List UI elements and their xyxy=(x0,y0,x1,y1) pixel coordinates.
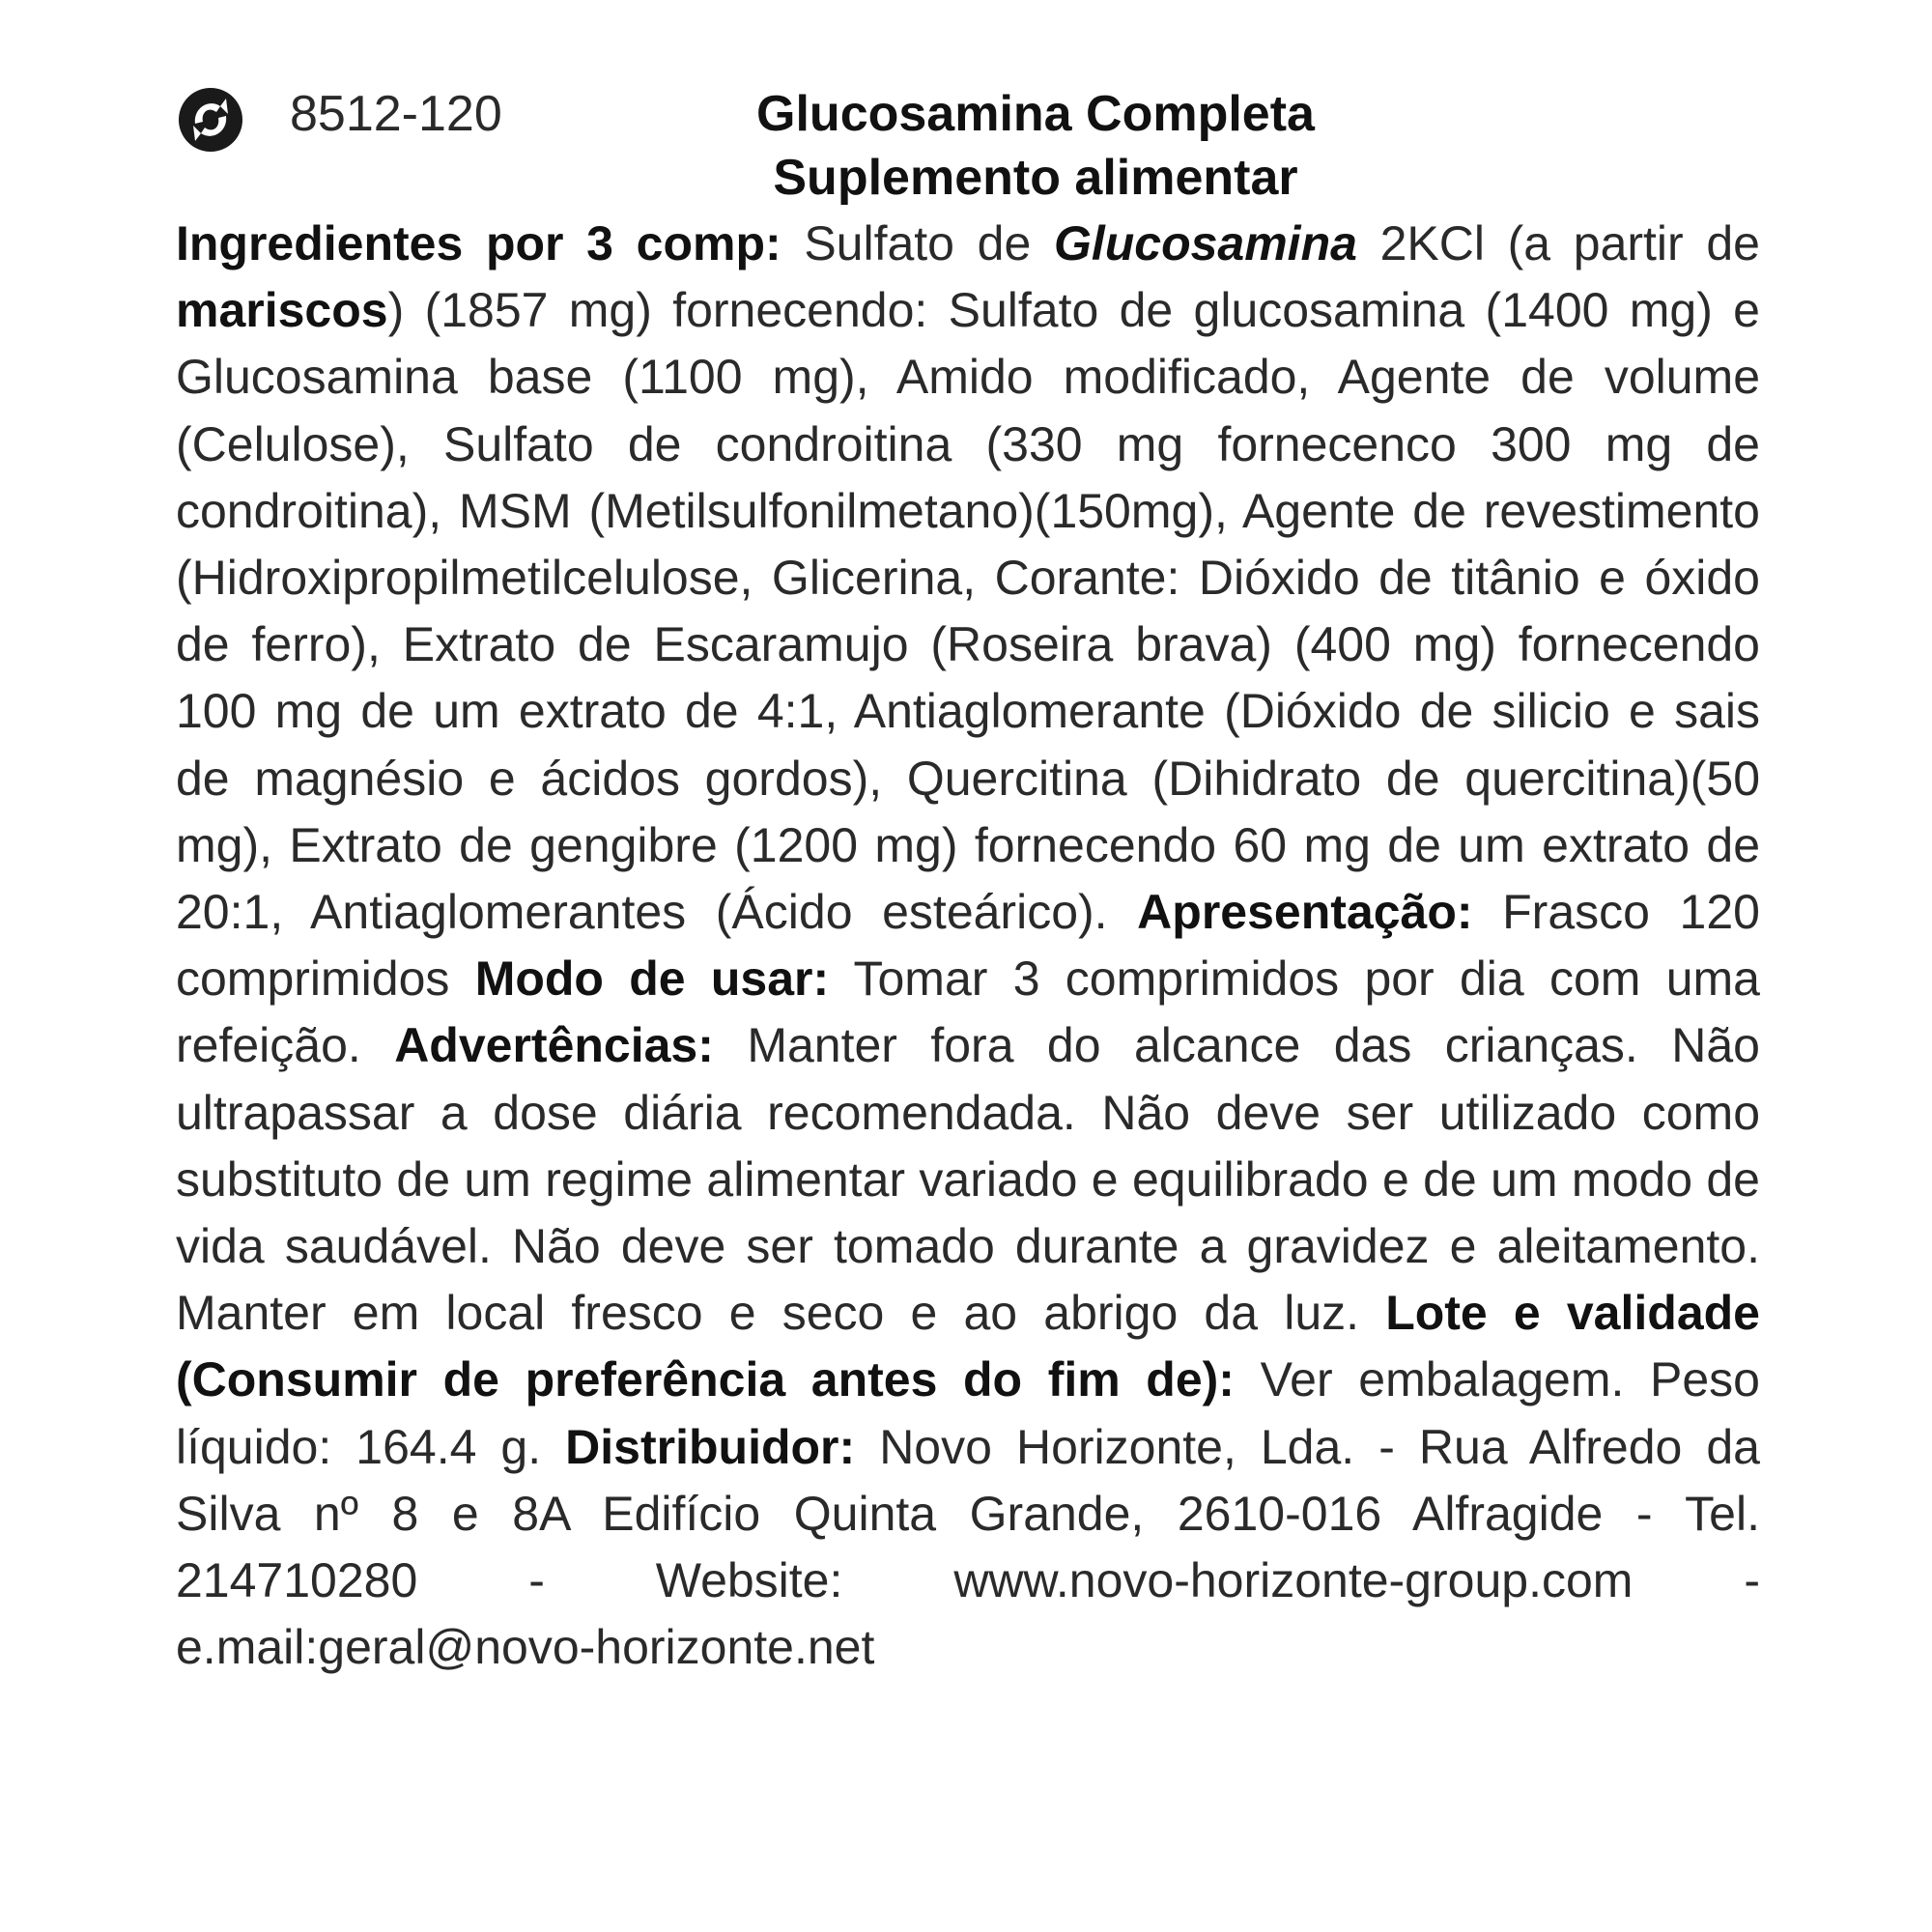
product-label xyxy=(176,77,1760,1681)
usage-heading: Modo de usar: xyxy=(474,952,830,1007)
batch-text: Ver embalagem. Peso líquido: 164.4 g. xyxy=(176,1352,1760,1474)
product-code: 8512-120 xyxy=(290,86,502,142)
distributor-text: Novo Horizonte, Lda. - Rua Alfredo da Silva nº 8 e 8A Edifício Quinta Grande, 2610-016 Alfragide - Tel. 214710280 - Website: www.novo-horizonte-group.com - e.mail:geral@novo-horizonte.net xyxy=(176,1419,1760,1675)
mariscos-allergen: mariscos xyxy=(176,283,388,338)
usage-text: Tomar 3 comprimidos por dia com uma refeição. xyxy=(176,952,1760,1073)
ingredients-text-1: Sulfato de xyxy=(804,216,1032,270)
warnings-text: Manter fora do alcance das crianças. Não ultrapassar a dose diária recomendada. Não deve ser utilizado como substituto de um regime alimentar variado e equilibrado e de um modo de vida saudável. Não deve ser tomado durante a gravidez e aleitamento. Manter em local fresco e seco e ao abrigo da luz. xyxy=(176,1018,1760,1341)
product-title: Glucosamina Completa xyxy=(756,86,1315,142)
warnings-heading: Advertências: xyxy=(394,1018,714,1073)
ingredients-heading: Ingredientes por 3 comp: xyxy=(176,216,781,270)
ingredients-text-3: ) (1857 mg) fornecendo: Sulfato de glucosamina (1400 mg) e Glucosamina base (1100 mg), Amido modificado, Agente de volume (Celulose), Sulfato de condroitina (330 mg fornecenco 300 mg de condroitina), MSM (Metilsulfonilmetano)(150mg), Agente de revestimento (Hidroxipropilmetilcelulose, Glicerina, Corante: Dióxido de titânio e óxido de ferro), Extrato de Escaramujo (Roseira brava) (400 mg) fornecendo 100 mg de um extrato de 4:1, Antiaglomerante (Dióxido de silicio e sais de magnésio e ácidos gordos), Quercitina (Dihidrato de quercitina)(50 mg), Extrato de gengibre (1200 mg) fornecendo 60 mg de um extrato de 20:1, Antiaglomerantes (Ácido esteárico). xyxy=(176,283,1760,940)
presentation-heading: Apresentação: xyxy=(1137,885,1473,940)
label-header xyxy=(176,77,1760,145)
glucosamina-italic: Glucosamina xyxy=(1053,216,1357,270)
ingredients-text-2: 2KCl (a partir de xyxy=(1379,216,1760,270)
label-body xyxy=(176,211,1760,1681)
batch-heading: Lote e validade (Consumir de preferência antes do fim de): xyxy=(176,1286,1760,1407)
presentation-text: Frasco 120 comprimidos xyxy=(176,885,1760,1007)
distributor-heading: Distribuidor: xyxy=(565,1419,856,1474)
product-subtitle: Suplemento alimentar xyxy=(773,150,1298,206)
